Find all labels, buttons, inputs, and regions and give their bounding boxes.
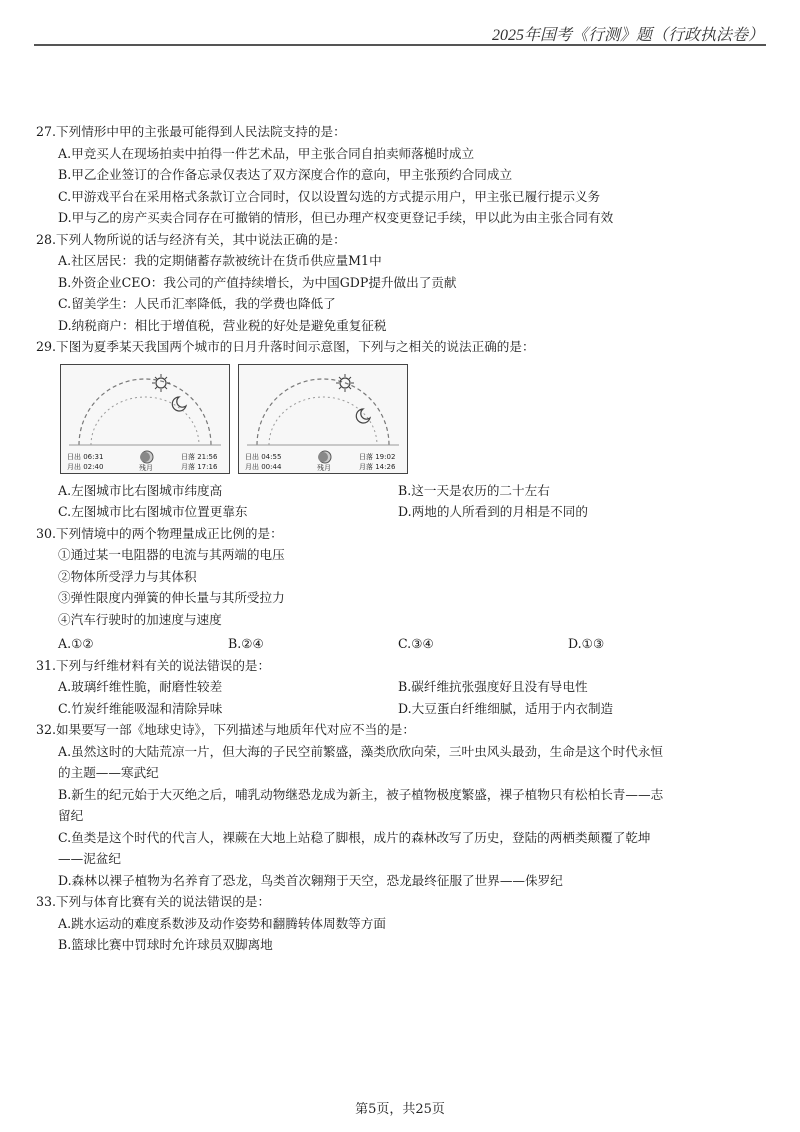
option-c-line-2: ——泥盆纪 [58,851,121,866]
left-sunrise: 日出 06:31 [67,452,104,461]
statement-item: ①通过某一电阻器的电流与其两端的电压 [58,547,285,562]
option-c: C.留美学生：人民币汇率降低，我的学费也降低了 [58,296,336,311]
statement-item: ②物体所受浮力与其体积 [58,568,197,584]
options-row [58,480,766,502]
options-row [58,698,766,720]
option-d: D.两地的人所看到的月相是不同的 [398,504,588,519]
question-stem: 33.下列与体育比赛有关的说法错误的是： [36,894,271,909]
option-a: A.玻璃纤维性脆，耐磨性较差 [58,679,223,694]
option-d: D.①③ [568,636,605,651]
option-c: C.甲游戏平台在采用格式条款订立合同时，仅以设置勾选的方式提示用户，甲主张已履行提示义务 [58,188,601,204]
question-stem: 31.下列与纤维材料有关的说法错误的是： [36,657,271,673]
option-c: C.左图城市比右图城市位置更靠东 [58,504,248,519]
statement-item: ④汽车行驶时的加速度与速度 [58,611,222,627]
page-number: 第5页，共25页 [355,1102,445,1117]
header-rule [34,44,766,46]
option-c: C.③④ [398,636,434,651]
left-moonrise: 月出 02:40 [67,462,104,471]
right-sunset: 日落 19:02 [359,452,396,461]
option-a: A.①② [58,636,94,651]
option-d: D.大豆蛋白纤维细腻，适用于内衣制造 [398,700,614,716]
left-moonset: 月落 17:16 [181,462,218,471]
question-stem: 32.如果要写一部《地球史诗》，下列描述与地质年代对应不当的是： [36,722,415,737]
option-b-line-2: 留纪 [58,808,84,823]
option-b: B.外资企业CEO：我公司的产值持续增长，为中国GDP提升做出了贡献 [58,274,457,290]
option-b: B.②④ [228,636,264,651]
options-row [58,676,766,698]
question-stem: 28.下列人物所说的话与经济有关，其中说法正确的是： [36,231,346,247]
question-29 [36,336,766,523]
question-33 [36,891,766,956]
statement-item: ③弹性限度内弹簧的伸长量与其所受拉力 [58,590,285,605]
option-d: D.森林以裸子植物为名养育了恐龙，鸟类首次翱翔于天空，恐龙最终征服了世界——侏罗纪 [58,872,563,888]
option-b: B.甲乙企业签订的合作备忘录仅表达了双方深度合作的意向，甲主张预约合同成立 [58,167,513,182]
page-header-title: 2025年国考《行测》题（行政执法卷） [491,27,764,44]
right-moon-phase-label: 残月 [317,463,331,472]
option-d: D.纳税商户：相比于增值税，营业税的好处是避免重复征税 [58,317,387,333]
right-city-figure [238,364,408,474]
option-a: A.社区居民：我的定期储蓄存款被统计在货币供应量M1中 [58,253,382,268]
option-b: B.篮球比赛中罚球时允许球员双脚离地 [58,937,273,952]
option-d: D.甲与乙的房产买卖合同存在可撤销的情形，但已办理产权变更登记手续，甲以此为由主张合同有效 [58,210,614,225]
option-a-line-2: 的主题——寒武纪 [58,765,159,780]
question-32 [36,719,766,891]
option-a: A.左图城市比右图城市纬度高 [58,482,223,498]
question-stem: 29.下图为夏季某天我国两个城市的日月升落时间示意图，下列与之相关的说法正确的是： [36,339,535,354]
right-moonrise: 月出 00:44 [245,462,282,471]
sun-moon-figures [60,364,766,474]
question-content [36,121,766,956]
question-28 [36,229,766,337]
question-30 [36,523,766,655]
left-moon-phase-label: 残月 [139,463,153,472]
question-stem: 30.下列情境中的两个物理量成正比例的是： [36,525,283,541]
option-a: A.跳水运动的难度系数涉及动作姿势和翻腾转体周数等方面 [58,915,386,931]
option-b: B.碳纤维抗张强度好且没有导电性 [398,679,588,694]
left-sunset: 日落 21:56 [181,452,218,461]
question-31 [36,655,766,720]
option-c-line-1: C.鱼类是这个时代的代言人，裸蕨在大地上站稳了脚根，成片的森林改写了历史，登陆的两栖类颠覆了乾坤 [58,829,651,845]
option-c: C.竹炭纤维能吸湿和清除异味 [58,700,223,716]
option-a-line-1: A.虽然这时的大陆荒凉一片，但大海的子民空前繁盛，藻类欣欣向荣，三叶虫风头最劲，生命是这个时代永恒 [58,743,664,759]
option-a: A.甲竞买人在现场拍卖中拍得一件艺术品，甲主张合同自拍卖师落槌时成立 [58,145,475,161]
question-27 [36,121,766,229]
left-city-figure [60,364,230,474]
right-sunrise: 日出 04:55 [245,452,282,461]
question-stem: 27.下列情形中甲的主张最可能得到人民法院支持的是： [36,124,346,139]
right-moonset: 月落 14:26 [359,462,396,471]
options-row [58,633,766,655]
options-row [58,501,766,523]
option-b: B.这一天是农历的二十左右 [398,482,550,498]
option-b-line-1: B.新生的纪元始于大灭绝之后，哺乳动物继恐龙成为新主，被子植物极度繁盛，裸子植物只有松柏长青——志 [58,786,664,802]
